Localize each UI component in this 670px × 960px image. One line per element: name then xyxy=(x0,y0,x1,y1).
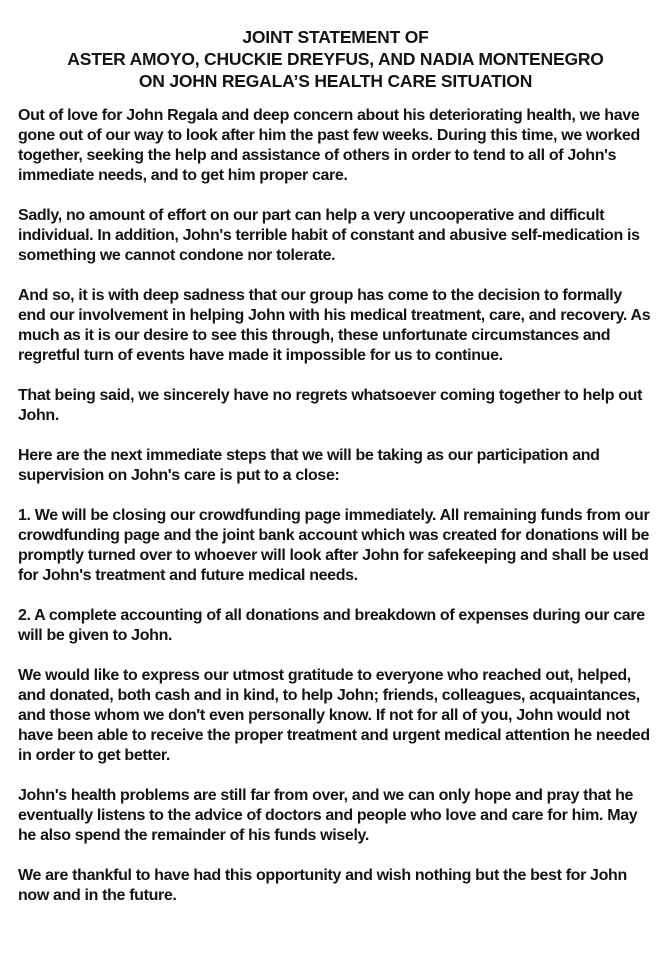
document-body xyxy=(18,106,653,906)
paragraph-step-2: 2. A complete accounting of all donations and breakdown of expenses during our care will be given to John. xyxy=(18,607,645,644)
paragraph-sadly: Sadly, no amount of effort on our part can help a very uncooperative and difficult individual. In addition, John's terrible habit of constant and abusive self-medication is something we cannot condone nor tolerate. xyxy=(18,207,640,264)
paragraph-decision: And so, it is with deep sadness that our group has come to the decision to formally end our involvement in helping John with his medical treatment, care, and recovery. As much as it is our desire to see this through, these unfortunate circumstances and regretful turn of events have made it impossible for us to continue. xyxy=(18,287,651,364)
title-line-1: JOINT STATEMENT OF xyxy=(242,27,429,47)
title-line-2: ASTER AMOYO, CHUCKIE DREYFUS, AND NADIA MONTENEGRO xyxy=(67,49,604,69)
paragraph-gratitude: We would like to express our utmost gratitude to everyone who reached out, helped, and donated, both cash and in kind, to help John; friends, colleagues, acquaintances, and those whom we don't even personally know. If not for all of you, John would not have been able to receive the proper treatment and urgent medical attention he needed in order to get better. xyxy=(18,667,650,764)
document-title xyxy=(18,26,653,92)
paragraph-next-steps-lead: Here are the next immediate steps that we will be taking as our participation and supervision on John's care is put to a close: xyxy=(18,447,600,484)
paragraph-step-1: 1. We will be closing our crowdfunding page immediately. All remaining funds from our crowdfunding page and the joint bank account which was created for donations will be promptly turned over to whoever will look after John for safekeeping and shall be used for John's treatment and future medical needs. xyxy=(18,507,650,584)
paragraph-no-regrets: That being said, we sincerely have no regrets whatsoever coming together to help out John. xyxy=(18,387,643,424)
paragraph-closing: We are thankful to have had this opportunity and wish nothing but the best for John now and in the future. xyxy=(18,867,627,904)
paragraph-health-outlook: John's health problems are still far from over, and we can only hope and pray that he eventually listens to the advice of doctors and people who love and care for him. May he also spend the remainder of his funds wisely. xyxy=(18,787,638,844)
paragraph-intro: Out of love for John Regala and deep concern about his deteriorating health, we have gone out of our way to look after him the past few weeks. During this time, we worked together, seeking the help and assistance of others in order to tend to all of John's immediate needs, and to get him proper care. xyxy=(18,107,640,184)
title-line-3: ON JOHN REGALA’S HEALTH CARE SITUATION xyxy=(138,71,533,91)
